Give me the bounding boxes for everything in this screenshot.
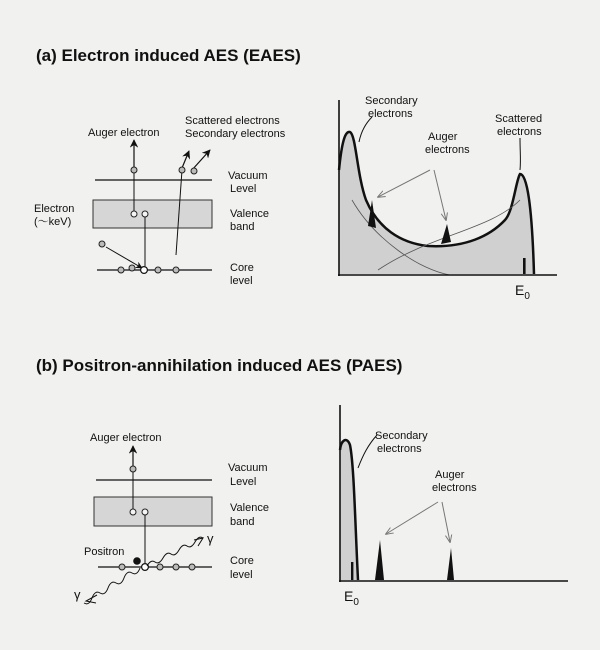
core-level-label-1: Core (230, 555, 254, 567)
valence-electron (131, 211, 137, 217)
panel-b-title: (b) Positron-annihilation induced AES (PAES) (36, 356, 403, 375)
core-electron (129, 265, 135, 271)
auger-pointer (442, 502, 450, 542)
gamma-label-bottom: γ (74, 587, 81, 602)
core-electron (189, 564, 195, 570)
spectrum-secondary-label-1: Secondary (365, 95, 418, 107)
core-electron (119, 564, 125, 570)
auger-electron-label: Auger electron (90, 432, 162, 444)
spectrum-secondary-label-1: Secondary (375, 430, 428, 442)
scattered-arrow (192, 150, 210, 170)
spectrum-scattered-label-1: Scattered (495, 113, 543, 125)
auger-peak (375, 540, 384, 580)
core-electron (173, 564, 179, 570)
panel-a-title: (a) Electron induced AES (EAES) (36, 46, 301, 65)
spectrum-auger-label-2: electrons (425, 144, 470, 156)
spectrum-auger-label-1: Auger (428, 131, 458, 143)
energy-e0-subscript: 0 (524, 290, 530, 302)
core-level-label-1: Core (230, 262, 254, 274)
scattered-electron-dot (191, 168, 197, 174)
auger-pointer (378, 170, 430, 197)
energy-e0-symbol: E (515, 282, 525, 298)
gamma-label-top: γ (207, 531, 214, 546)
vacuum-level-label-1: Vacuum (228, 462, 268, 474)
spectrum-secondary-label-2: electrons (368, 108, 413, 120)
elastic-peak (523, 258, 526, 274)
energy-e0-symbol: E (344, 588, 354, 604)
auger-electron-dot (130, 466, 136, 472)
core-level-label-2: level (230, 569, 253, 581)
auger-pointer (434, 170, 446, 220)
energy-e0-label (515, 282, 530, 302)
core-electron (157, 564, 163, 570)
eaes-energy-diagram (93, 140, 212, 273)
incident-electron-arrow (106, 247, 142, 268)
valence-band (94, 497, 212, 526)
spectrum-auger-label-2: electrons (432, 482, 477, 494)
core-hole (141, 267, 148, 274)
valence-band-label-2: band (230, 221, 255, 233)
energy-e0-subscript: 0 (353, 596, 359, 608)
positron-label: Positron (84, 546, 125, 558)
vacuum-level-label-1: Vacuum (228, 170, 268, 182)
spectrum-scattered-label-2: electrons (497, 126, 542, 138)
incident-electron-label-2: (〜keV) (34, 216, 72, 228)
core-electron (155, 267, 161, 273)
auger-peak (447, 548, 454, 580)
valence-band-label-1: Valence (230, 208, 269, 220)
valence-electron (130, 509, 136, 515)
auger-electron-label: Auger electron (88, 127, 160, 139)
valence-band-label-2: band (230, 516, 255, 528)
auger-pointer (386, 502, 438, 534)
vacuum-level-label-2: Level (230, 183, 257, 195)
auger-peak (441, 224, 451, 244)
gamma-ray-down (84, 568, 140, 604)
valence-electron (142, 509, 148, 515)
core-electron (118, 267, 124, 273)
secondary-electron-dot (179, 167, 185, 173)
gamma-ray-up (147, 537, 203, 566)
valence-band (93, 200, 212, 228)
spectrum-secondary-label-2: electrons (377, 443, 422, 455)
auger-electron-dot (131, 167, 137, 173)
incident-electron-dot (99, 241, 105, 247)
core-level-label-2: level (230, 275, 253, 287)
positron-dot (133, 557, 141, 565)
scattered-electrons-label: Scattered electrons (185, 115, 280, 127)
elastic-peak (351, 562, 353, 580)
incident-electron-label-1: Electron (34, 203, 75, 215)
core-electron (173, 267, 179, 273)
spectrum-auger-label-1: Auger (435, 469, 465, 481)
valence-electron (142, 211, 148, 217)
secondary-arrow (182, 151, 189, 168)
secondary-electrons-label: Secondary electrons (185, 128, 286, 140)
paes-energy-diagram (84, 446, 212, 604)
vacuum-level-label-2: Level (230, 476, 257, 488)
valence-band-label-1: Valence (230, 502, 269, 514)
energy-e0-label (344, 588, 359, 608)
